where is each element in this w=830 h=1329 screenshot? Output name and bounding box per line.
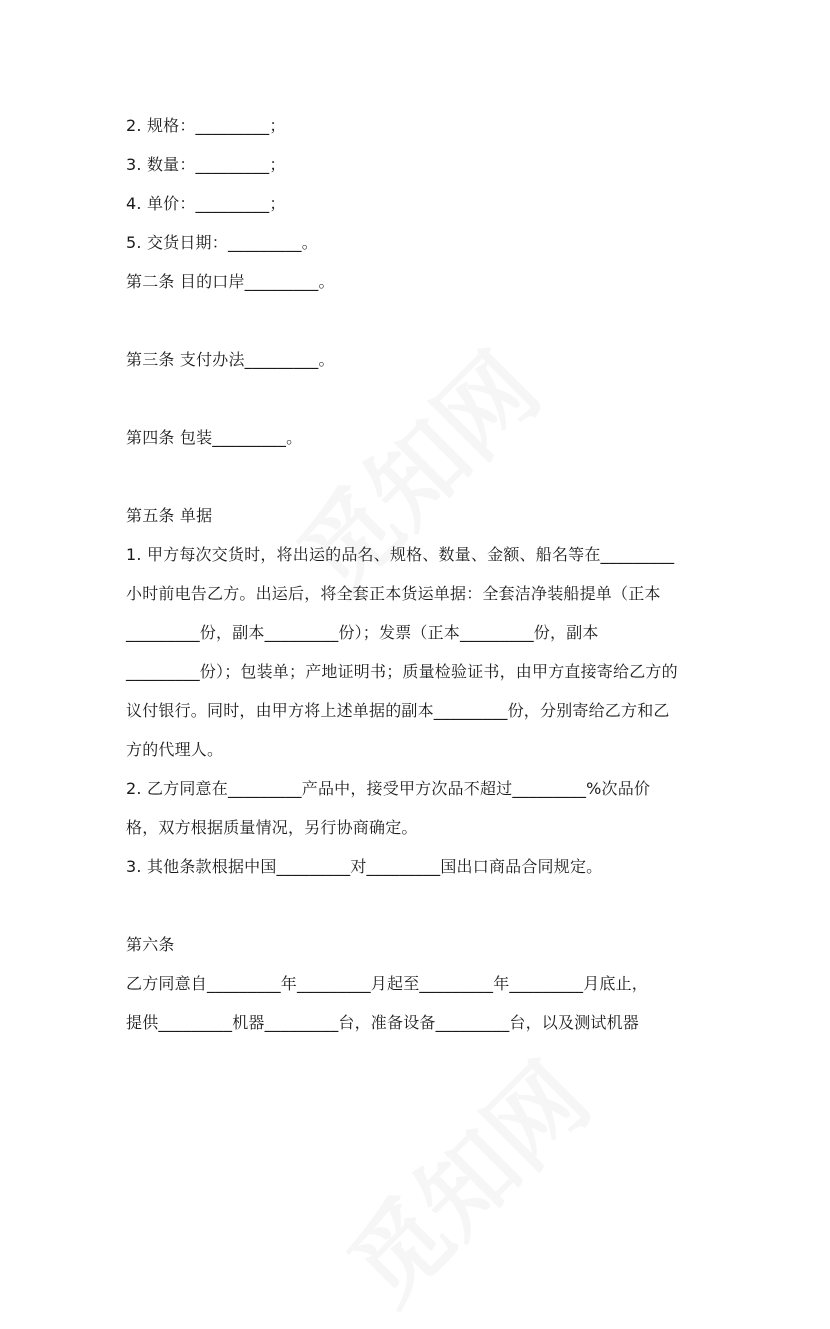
article-4: 第四条 包装_________。	[126, 428, 303, 447]
article-5-clause-3: 3. 其他条款根据中国_________对_________国出口商品合同规定。	[126, 857, 603, 876]
article-5-clause-1: _________份）；包装单；产地证明书；质量检验证书，由甲方直接寄给乙方的	[126, 662, 678, 681]
article-5-clause-1: 议付银行。同时，由甲方将上述单据的副本_________份，分别寄给乙方和乙	[126, 701, 670, 720]
article-6-body: 乙方同意自_________年_________月起至_________年_________月底止，	[126, 974, 649, 993]
article-6-heading: 第六条	[126, 935, 175, 954]
article-5-clause-1: _________份，副本_________份）；发票（正本_________份，副本	[126, 623, 599, 642]
article-5-clause-2: 2. 乙方同意在_________产品中，接受甲方次品不超过_________%次品价	[126, 779, 651, 798]
article-6-body: 提供_________机器_________台，准备设备_________台，以及测试机器	[126, 1013, 640, 1032]
item-spec: 2. 规格：_________；	[126, 116, 286, 135]
item-unit-price: 4. 单价：_________；	[126, 194, 286, 213]
item-delivery-date: 5. 交货日期：_________。	[126, 233, 318, 252]
article-5-clause-2: 格，双方根据质量情况，另行协商确定。	[126, 818, 418, 837]
article-2: 第二条 目的口岸_________。	[126, 272, 335, 291]
item-quantity: 3. 数量：_________；	[126, 155, 286, 174]
article-5-clause-1: 1. 甲方每次交货时，将出运的品名、规格、数量、金额、船名等在_________	[126, 545, 675, 564]
watermark	[314, 1028, 615, 1329]
article-5-heading: 第五条 单据	[126, 506, 213, 525]
article-5-clause-1: 方的代理人。	[126, 740, 224, 759]
article-5-clause-1: 小时前电告乙方。出运后，将全套正本货运单据：全套洁净装船提单（正本	[126, 584, 661, 603]
article-3: 第三条 支付办法_________。	[126, 350, 335, 369]
